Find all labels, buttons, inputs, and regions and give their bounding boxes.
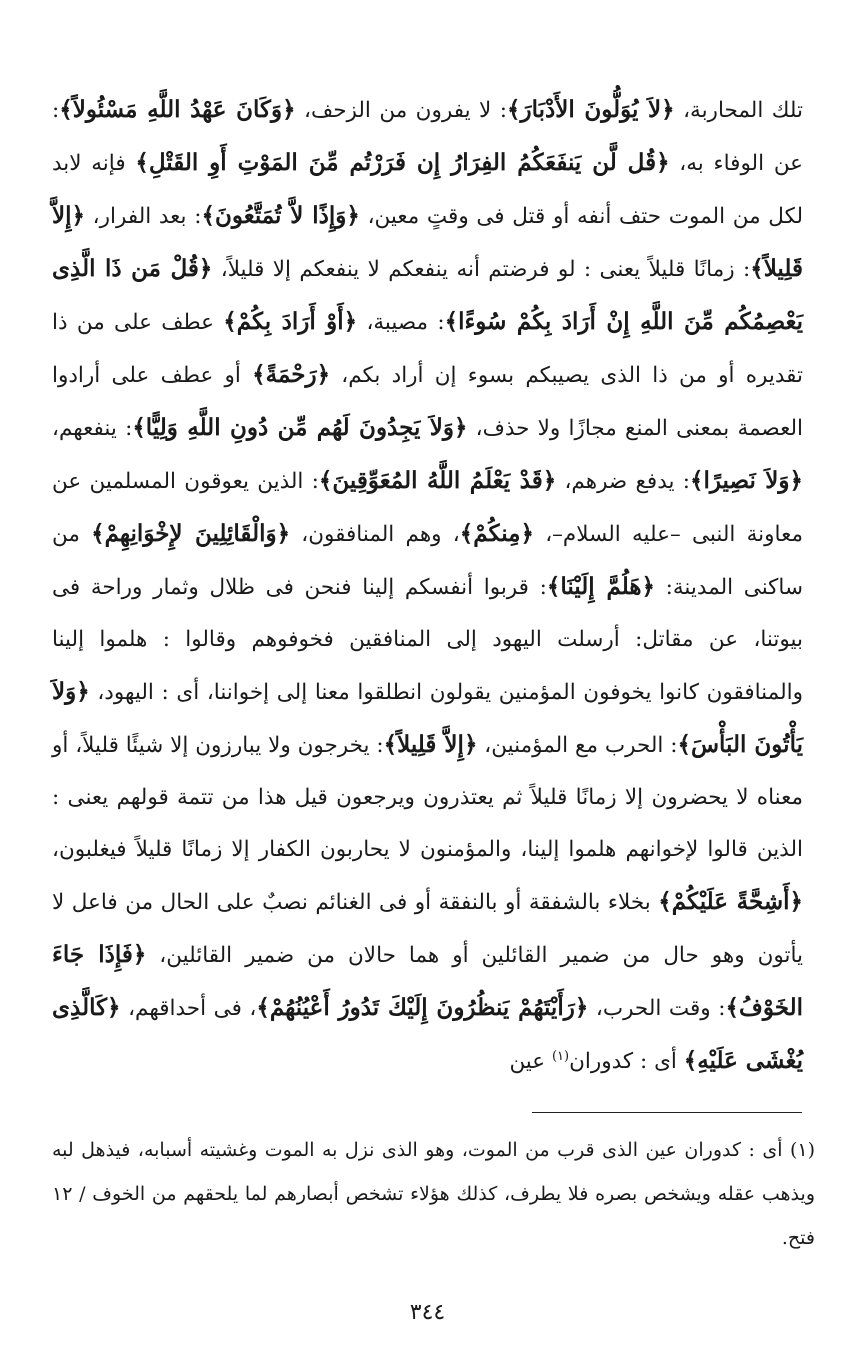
commentary-text: تلك المحاربة، bbox=[674, 98, 804, 123]
commentary-text: : مصيبة، bbox=[357, 310, 445, 335]
quran-verse: ﴿وَإِذًا لاَّ تُمَتَّعُونَ﴾ bbox=[201, 202, 360, 229]
commentary-text: : الذين يعوقون المسلمين عن معاونة النبى –عليه السلام–، bbox=[52, 469, 803, 547]
quran-verse: ﴿قُل لَّن يَنفَعَكُمُ الفِرَارُ إِن فَرَرْتُم مِّنَ المَوْتِ أَوِ القَتْلِ﴾ bbox=[135, 149, 670, 176]
commentary-text: ، وهم المنافقون، bbox=[290, 522, 460, 547]
footnote-marker: (١) bbox=[551, 1048, 570, 1064]
commentary-text: : لا يفرون من الزحف، bbox=[295, 98, 507, 123]
body-paragraph bbox=[52, 84, 803, 1088]
quran-verse: ﴿هَلُمَّ إِلَيْنَا﴾ bbox=[546, 573, 655, 600]
quran-verse: ﴿فَإِذَا جَاءَ الخَوْفُ﴾ bbox=[52, 941, 803, 1021]
quran-verse: ﴿قَدْ يَعْلَمُ اللَّهُ المُعَوِّقِينَ﴾ bbox=[318, 467, 557, 494]
tafsir-body-text bbox=[52, 84, 803, 1088]
quran-verse: ﴿أَوْ أَرَادَ بِكُمْ﴾ bbox=[223, 308, 358, 335]
commentary-text: من ساكنى المدينة: bbox=[52, 522, 803, 600]
footnote-separator bbox=[532, 1112, 802, 1113]
quran-verse: ﴿إِلاَّ قَلِيلاً﴾ bbox=[383, 731, 478, 758]
commentary-text: : زمانًا قليلاً يعنى : لو فرضتم أنه ينفعكم لا ينفعكم إلا قليلاً، bbox=[212, 257, 751, 282]
commentary-text: بخلاء بالشفقة أو بالنفقة أو فى الغنائم نصبٌ على الحال من فاعل لا يأتون وهو حال من ضمير القائلين أو هما حالان من ضمير القائلين، bbox=[52, 890, 803, 968]
commentary-text: فإنه لابد لكل من الموت حتف أنفه أو قتل فى وقتٍ معين، bbox=[52, 151, 803, 229]
commentary-text: : وقت الحرب، bbox=[588, 996, 726, 1021]
commentary-text: : يخرجون ولا يبارزون إلا شيئًا قليلاً، أو معناه لا يحضرون إلا زمانًا قليلاً ثم يعتذرون ويرجعون قيل هذا من تتمة قولهم يعنى : الذين قالوا لإخوانهم هلموا إلينا، والمؤمنون لا يحاربون الكفار إلا زمانًا قليلاً فيغلبون، bbox=[52, 733, 803, 862]
quran-verse: ﴿قُلْ مَن ذَا الَّذِى يَعْصِمُكُم مِّنَ اللَّهِ إِنْ أَرَادَ بِكُمْ سُوءًا﴾ bbox=[52, 255, 804, 335]
footnote-text: (١) أى : كدوران عين الذى قرب من الموت، وهو الذى نزل به الموت وغشيته أسبابه، فيذهل لبه ويذهب عقله ويشخص بصره فلا يطرف، كذلك هؤلاء تشخص أبصارهم لما يلحقهم من الخوف / ١٢ فتح. bbox=[52, 1139, 815, 1249]
quran-verse: ﴿أَشِحَّةً عَلَيْكُمْ﴾ bbox=[658, 888, 803, 915]
commentary-text: أى : كدوران bbox=[569, 1049, 684, 1074]
page-number: ٣٤٤ bbox=[409, 1300, 446, 1325]
quran-verse: ﴿رَحْمَةً﴾ bbox=[252, 361, 331, 388]
quran-verse: ﴿كَالَّذِى يُغْشَى عَلَيْهِ﴾ bbox=[52, 994, 803, 1074]
commentary-text: : بعد الفرار، bbox=[84, 204, 202, 229]
commentary-text: : يدفع ضرهم، bbox=[556, 469, 690, 494]
commentary-text: أو عطف على أرادوا العصمة بمعنى المنع مجازًا ولا حذف، bbox=[52, 363, 803, 441]
commentary-text: : قربوا أنفسكم إلينا فنحن فى ظلال وثمار وراحة فى بيوتنا، عن مقاتل: أرسلت اليهود إلى المنافقين فخوفوهم وقالوا : هلموا إلينا والمنافقون كانوا يخوفون المؤمنين يقولون انطلقوا معنا إلى إخواننا، أى : اليهود، bbox=[52, 575, 803, 705]
quran-verse: ﴿إِلاَّ قَلِيلاً﴾ bbox=[52, 202, 803, 282]
quran-verse: ﴿مِنكُمْ﴾ bbox=[459, 520, 534, 547]
commentary-text: ، فى أحداقهم، bbox=[120, 996, 257, 1021]
quran-verse: ﴿وَالْقَائِلِينَ لإِخْوَانِهِمْ﴾ bbox=[91, 520, 291, 547]
footnote bbox=[52, 1128, 815, 1260]
quran-verse: ﴿رَأَيْتَهُمْ يَنظُرُونَ إِلَيْكَ تَدُورُ أَعْيُنُهُمْ﴾ bbox=[256, 994, 589, 1021]
commentary-text: : الحرب مع المؤمنين، bbox=[477, 733, 678, 758]
commentary-text: عين bbox=[509, 1049, 552, 1074]
quran-verse: ﴿وَكَانَ عَهْدُ اللَّهِ مَسْئُولاً﴾ bbox=[59, 96, 296, 123]
quran-verse: ﴿وَلاَ يَجِدُونَ لَهُم مِّن دُونِ اللَّهِ وَلِيًّا﴾ bbox=[132, 414, 468, 441]
commentary-text: : عن الوفاء به، bbox=[52, 98, 804, 176]
commentary-text: عطف على من ذا تقديره أو من ذا الذى يصيبكم بسوء إن أراد بكم، bbox=[52, 310, 803, 388]
quran-verse: ﴿لاَ يُوَلُّونَ الأَدْبَارَ﴾ bbox=[507, 96, 675, 123]
commentary-text: : ينفعهم، bbox=[52, 416, 133, 441]
quran-verse: ﴿وَلاَ يَأْتُونَ البَأْسَ﴾ bbox=[52, 678, 803, 758]
quran-verse: ﴿وَلاَ نَصِيرًا﴾ bbox=[690, 467, 804, 494]
